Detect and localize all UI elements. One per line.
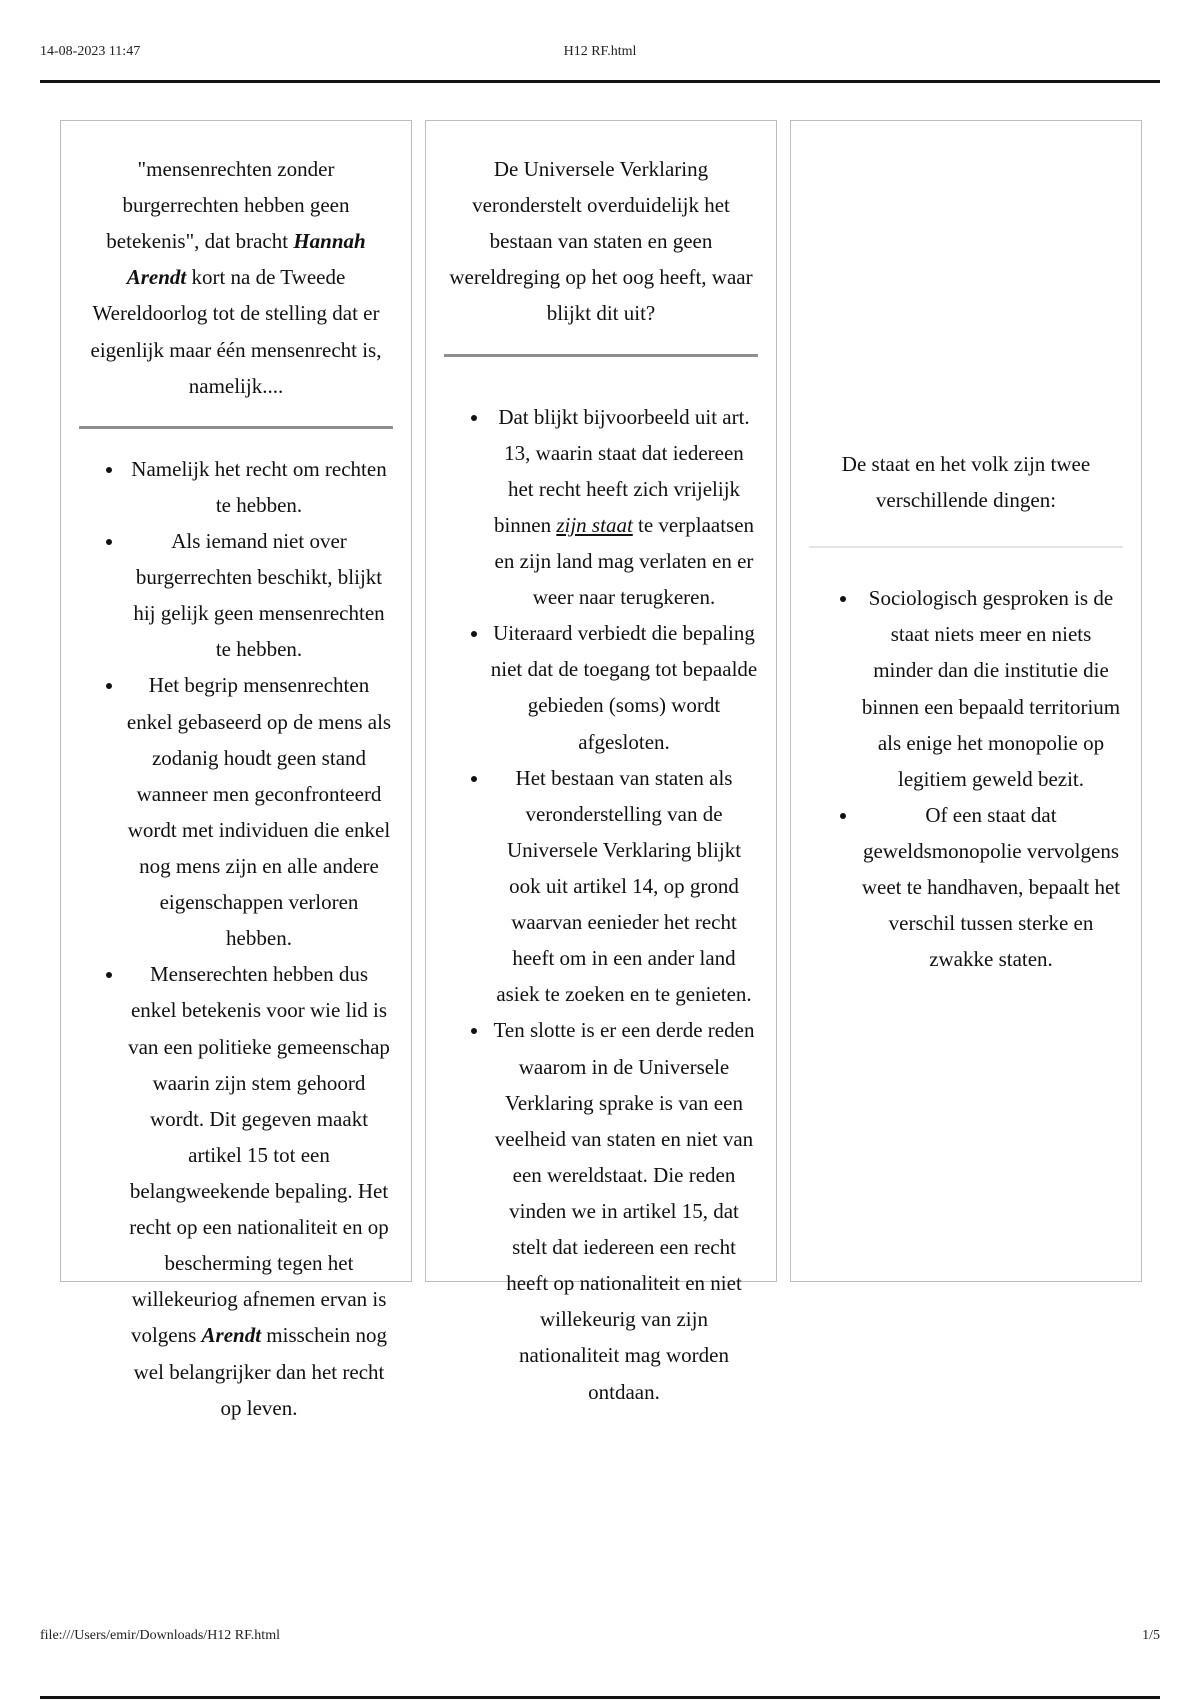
list-item: • Sociologisch gesproken is de staat niets meer en niets minder dan die institutie die binnen een bepaald territorium als enige het monopolie op legitiem geweld bezit. [859, 580, 1123, 797]
footer-divider [40, 1696, 1160, 1699]
flashcard-3 [790, 120, 1142, 1282]
list-item: • Of een staat dat geweldsmonopolie vervolgens weet te handhaven, bepaalt het verschil tussen sterke en zwakke staten. [859, 797, 1123, 978]
author-name: Arendt [201, 1323, 262, 1348]
list-item: • Ten slotte is er een derde reden waarom in de Universele Verklaring sprake is van een veelheid van staten en niet van een wereldstaat. Die reden vinden we in artikel 15, dat stelt dat iedereen een recht heeft op nationaliteit en niet willekeurig van zijn nationaliteit mag worden ontdaan. [490, 1012, 758, 1409]
print-footer [40, 1628, 1160, 1652]
question-answer-divider [444, 354, 758, 357]
page-number: 1/5 [1142, 1628, 1160, 1643]
author-name: Hannah Arendt [126, 229, 366, 290]
list-item: • Menserechten hebben dus enkel betekenis voor wie lid is van een politieke gemeenschap waarin zijn stem gehoord wordt. Dit gegeven maakt artikel 15 tot een belangweekende bepaling. Het recht op een nationaliteit en op bescherming tegen het willekeuriog afnemen ervan is volgens Arendt misschein nog wel belangrijker dan het recht op leven. [125, 956, 393, 1425]
flashcard-row [60, 120, 1145, 1420]
answer-list [436, 399, 766, 1410]
list-item: • Als iemand niet over burgerrechten beschikt, blijkt hij gelijk geen mensenrechten te hebben. [125, 523, 393, 667]
list-item: • Uiteraard verbiedt die bepaling niet dat de toegang tot bepaalde gebieden (soms) wordt afgesloten. [490, 615, 758, 759]
answer-list [71, 451, 401, 1426]
question-answer-divider [809, 546, 1123, 548]
emphasis-text: zijn staat [556, 512, 633, 537]
print-datetime: 14-08-2023 11:47 [40, 44, 141, 59]
print-title: H12 RF.html [563, 44, 637, 59]
file-path: file:///Users/emir/Downloads/H12 RF.html [40, 1628, 280, 1643]
question-answer-divider [79, 426, 393, 429]
flashcard-question: De staat en het volk zijn twee verschillende dingen: [841, 452, 1091, 513]
list-item: • Namelijk het recht om rechten te hebben. [125, 451, 393, 523]
list-item: • Het bestaan van staten als veronderstelling van de Universele Verklaring blijkt ook uit artikel 14, op grond waarvan eenieder het recht heeft om in een ander land asiek te zoeken en te genieten. [490, 760, 758, 1013]
flashcard-1 [60, 120, 412, 1420]
flashcard-2 [425, 120, 777, 1404]
header-divider [40, 80, 1160, 83]
answer-list [801, 580, 1131, 977]
flashcard-question: "mensenrechten zonder burgerrechten hebben geen betekenis", dat bracht Hannah Arendt kort na de Tweede Wereldoorlog tot de stelling dat er eigenlijk maar één mensenrecht is, namelijk.... [90, 157, 382, 398]
list-item: • Het begrip mensenrechten enkel gebaseerd op de mens als zodanig houdt geen stand wanneer men geconfronteerd wordt met individuen die enkel nog mens zijn en alle andere eigenschappen verloren hebben. [125, 667, 393, 956]
flashcard-question: De Universele Verklaring veronderstelt overduidelijk het bestaan van staten en geen wereldreging op het oog heeft, waar blijkt dit uit? [449, 157, 753, 326]
print-header [40, 44, 1160, 68]
list-item: • Dat blijkt bijvoorbeeld uit art. 13, waarin staat dat iedereen het recht heeft zich vrijelijk binnen zijn staat te verplaatsen en zijn land mag verlaten en er weer naar terugkeren. [490, 399, 758, 616]
